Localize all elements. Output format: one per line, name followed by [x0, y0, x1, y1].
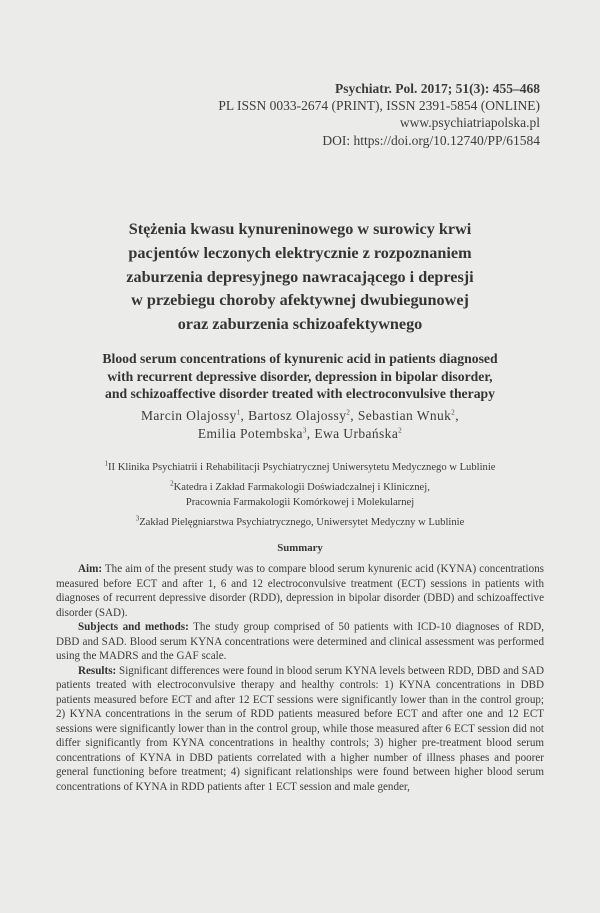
abstract-aim: [56, 562, 544, 620]
author-separator: ,: [350, 408, 358, 423]
affiliation-marker: 2: [170, 479, 174, 488]
title-polish-line: pacjentów leczonych elektrycznie z rozpoznaniem: [128, 243, 472, 262]
author-affiliation-marker: 3: [302, 426, 307, 435]
affiliations: [50, 460, 550, 535]
author-name: Bartosz Olajossy: [248, 408, 347, 423]
affiliation-marker: 1: [104, 459, 109, 468]
author-separator: ,: [306, 426, 315, 441]
journal-citation: Psychiatr. Pol. 2017; 51(3): 455–468: [335, 81, 540, 96]
title-polish-line: w przebiegu choroby afektywnej dwubiegunowej: [131, 291, 469, 310]
title-english-line: and schizoaffective disorder treated with electroconvulsive therapy: [104, 386, 496, 402]
author-line: [70, 425, 530, 443]
abstract-results: [56, 664, 544, 795]
author-separator: ,: [455, 408, 459, 423]
author-separator: ,: [240, 408, 249, 423]
issn-line: PL ISSN 0033-2674 (PRINT), ISSN 2391-5854 (ONLINE): [218, 98, 540, 114]
title-polish-line: Stężenia kwasu kynureninowego w surowicy krwi: [128, 220, 472, 238]
author-affiliation-marker: 1: [236, 408, 241, 417]
title-english-line: Blood serum concentrations of kynurenic acid in patients diagnosed: [102, 351, 498, 366]
author-name: Ewa Urbańska: [314, 426, 399, 441]
title-polish-line: zaburzenia depresyjnego nawracającego i depresji: [126, 267, 474, 286]
title-polish-line: oraz zaburzenia schizoafektywnego: [177, 315, 423, 334]
aim-text: The aim of the present study was to compare blood serum kynurenic acid (KYNA) concentrations measured before ECT and after 1, 6 and 12 electroconvulsive treatment (ECT) sessions in patients with diagnoses of recurrent depressive disorder (RDD), depression in bipolar disorder (DBD) and schizoaffective disorder (SAD).: [56, 563, 544, 619]
affiliation-3: [50, 515, 550, 530]
affiliation-marker: 3: [135, 514, 140, 523]
title-polish: [60, 218, 540, 337]
affiliation-1: [50, 460, 550, 475]
author-name: Emilia Potembska: [197, 426, 303, 441]
abstract-subjects: [56, 620, 544, 664]
results-text: Significant differences were found in blood serum KYNA levels between RDD, DBD and SAD patients treated with electroconvulsive therapy and healthy controls: 1) KYNA concentrations in DBD patients measured before ECT and after 12 ECT sessions were significantly lower than in the control group; 2) KYNA concentrations in the serum of RDD patients measured before ECT and after one and 12 ECT sessions were significantly lower than in the control group, while those measured after 6 ECT session did not differ significantly from KYNA concentrations in healthy controls; 3) higher pre-treatment blood serum concentrations of KYNA in DBD patients correlated with a higher number of illness phases and poorer general functioning before treatment; 4) significant relationships were found between higher blood serum concentrations of KYNA in RDD patients after 1 ECT session and male gender,: [56, 664, 544, 793]
affiliation-text: Zakład Pielęgniarstwa Psychiatrycznego, Uniwersytet Medyczny w Lublinie: [139, 517, 465, 528]
doi-line: DOI: https://doi.org/10.12740/PP/61584: [322, 132, 540, 148]
author-name: Marcin Olajossy: [141, 408, 237, 423]
results-label: Results:: [78, 664, 117, 677]
title-english: [52, 350, 548, 403]
author-affiliation-marker: 2: [398, 426, 403, 435]
author-name: Sebastian Wnuk: [357, 408, 452, 423]
subjects-text: The study group comprised of 50 patients with ICD-10 diagnoses of RDD, DBD and SAD. Blood serum KYNA concentrations were determined and clinical assessment was performed using the MADRS and the GAF scale.: [56, 621, 544, 662]
author-affiliation-marker: 2: [346, 408, 351, 417]
journal-header: [218, 80, 540, 149]
subjects-label: Subjects and methods:: [78, 621, 189, 633]
summary-heading: Summary: [277, 542, 323, 554]
affiliation-2: [50, 480, 550, 510]
author-line: [70, 407, 530, 425]
author-list: [70, 407, 530, 443]
author-affiliation-marker: 2: [451, 408, 456, 417]
journal-website: www.psychiatriapolska.pl: [399, 115, 540, 131]
affiliation-text: Pracownia Farmakologii Komórkowej i Molekularnej: [185, 497, 415, 508]
affiliation-text: II Klinika Psychiatrii i Rehabilitacji Psychiatrycznej Uniwersytetu Medycznego w Lublinie: [108, 462, 496, 473]
abstract-body: [56, 562, 544, 794]
title-english-line: with recurrent depressive disorder, depression in bipolar disorder,: [107, 368, 493, 384]
affiliation-text: Katedra i Zakład Farmakologii Doświadczalnej i Klinicznej,: [173, 482, 430, 493]
aim-label: Aim:: [78, 563, 103, 575]
